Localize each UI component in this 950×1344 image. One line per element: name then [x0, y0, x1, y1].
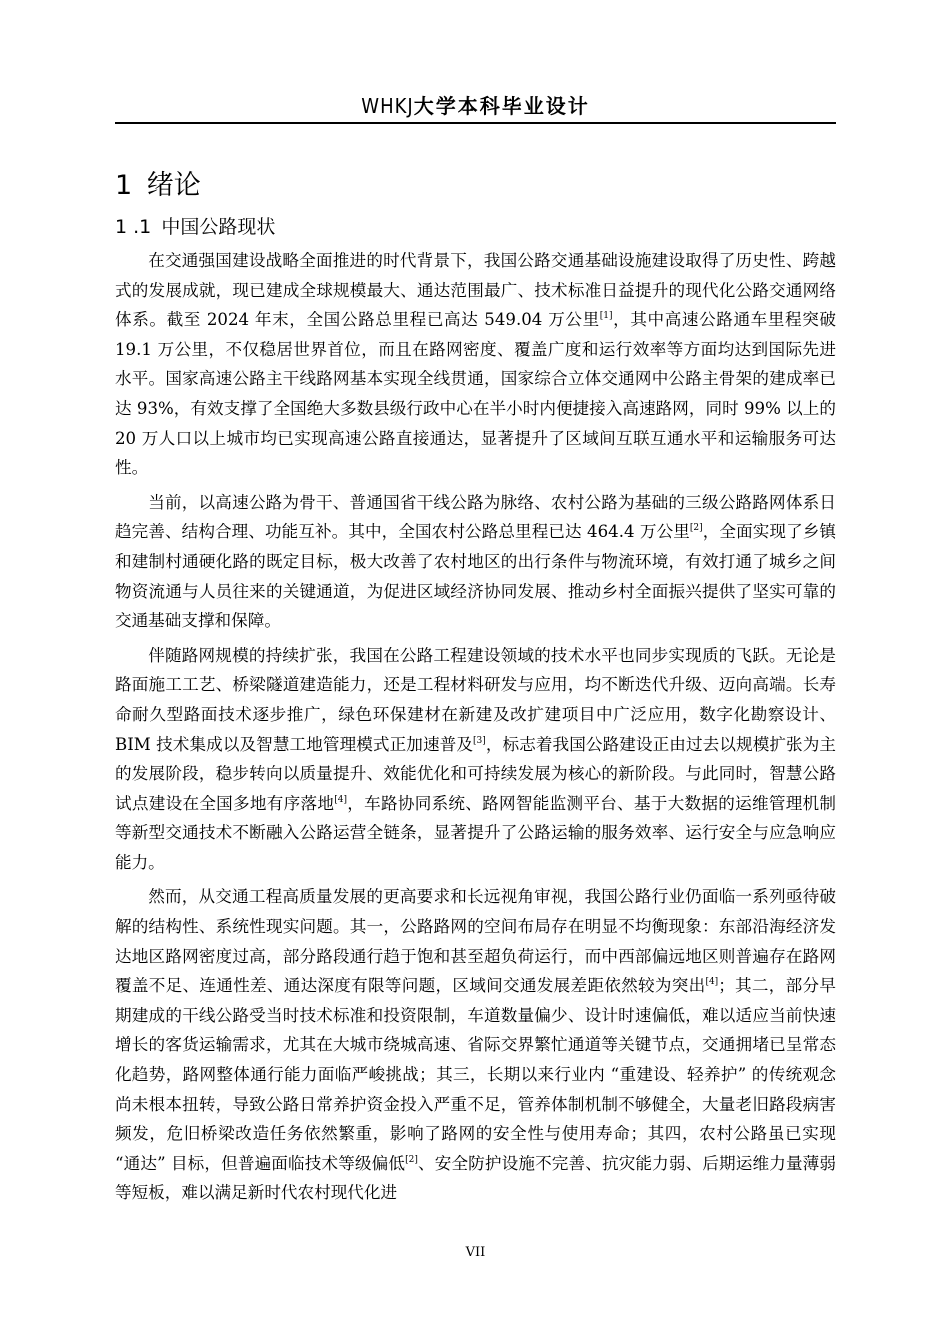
body-paragraph: [115, 882, 836, 1208]
citation-ref: [4]: [334, 794, 347, 805]
citation-ref: [2]: [405, 1154, 418, 1165]
page-number: VII: [465, 1245, 486, 1260]
paragraph-text: 然而，从交通工程高质量发展的更高要求和长远视角审视，我国公路行业仍面临一系列亟待破解的结构性、系统性现实问题。其一，公路路网的空间布局存在明显不均衡现象：东部沿海经济发达地区路网密度过高，部分路段通行趋于饱和甚至超负荷运行，而中西部偏远地区则普遍存在路网覆盖不足、连通性差、通达深度有限等问题，区域间交通发展差距依然较为突出: [115, 887, 836, 996]
header-title: 大学本科毕业设计: [413, 94, 590, 118]
paragraph-text: ，全面实现了乡镇和建制村通硬化路的既定目标，极大改善了农村地区的出行条件与物流环境，有效打通了城乡之间物资流通与人员往来的关键通道，为促进区域经济协同发展、推动乡村全面振兴提供了坚实可靠的交通基础支撑和保障。: [115, 522, 836, 631]
body-paragraph: [115, 246, 836, 483]
section-heading: [115, 212, 275, 242]
body-text: [115, 246, 836, 1213]
chapter-heading: [115, 166, 201, 206]
body-paragraph: [115, 641, 836, 878]
paragraph-text: 当前，以高速公路为骨干、普通国省干线公路为脉络、农村公路为基础的三级公路路网体系日趋完善、结构合理、功能互补。其中，全国农村公路总里程已达 464.4 万公里: [115, 492, 836, 542]
citation-ref: [1]: [599, 311, 613, 322]
citation-ref: [2]: [689, 523, 703, 534]
citation-ref: [4]: [705, 977, 719, 988]
paragraph-text: 在交通强国建设战略全面推进的时代背景下，我国公路交通基础设施建设取得了历史性、跨越式的发展成就，现已建成全球规模最大、通达范围最广、技术标准日益提升的现代化公路交通网络体系。截至 2024 年末，全国公路总里程已高达 549.04 万公里: [115, 251, 836, 330]
paragraph-text: 、安全防护设施不完善、抗灾能力弱、后期运维力量薄弱等短板，难以满足新时代农村现代化进: [115, 1153, 836, 1203]
paragraph-text: ，标志着我国公路建设正由过去以规模扩张为主的发展阶段，稳步转向以质量提升、效能优化和可持续发展为核心的新阶段。与此同时，智慧公路试点建设在全国多地有序落地: [115, 734, 837, 813]
body-paragraph: [115, 488, 836, 636]
chapter-number: 1: [115, 170, 133, 201]
header-school-abbrev: WHKJ: [361, 94, 414, 118]
paragraph-text: ，其中高速公路通车里程突破 19.1 万公里，不仅稳居世界首位，而且在路网密度、覆盖广度和运行效率等方面均达到国际先进水平。国家高速公路主干线路网基本实现全线贯通，国家综合立体交通网中公路主骨架的建成率已达 93%，有效支撑了全国绝大多数县级行政中心在半小时内便捷接入高速路网，同时 99% 以上的 20 万人口以上城市均已实现高速公路直接通达，显著提升了区域间互联互通水平和运输服务可达性。: [115, 310, 837, 478]
paragraph-text: ，车路协同系统、路网智能监测平台、基于大数据的运维管理机制等新型交通技术不断融入公路运营全链条，显著提升了公路运输的服务效率、运行安全与应急响应能力。: [115, 793, 837, 872]
paragraph-text: ；其二，部分早期建成的干线公路受当时技术标准和投资限制，车道数量偏少、设计时速偏低，难以适应当前快速增长的客货运输需求，尤其在大城市绕城高速、省际交界繁忙通道等关键节点，交通拥堵已呈常态化趋势，路网整体通行能力面临严峻挑战；其三，长期以来行业内 “重建设、轻养护” 的传统观念尚未根本扭转，导致公路日常养护资金投入严重不足，管养体制机制不够健全，大量老旧路段病害频发，危旧桥梁改造任务依然繁重，影响了路网的安全性与使用寿命；其四，农村公路虽已实现 “通达” 目标，但普遍面临技术等级偏低: [115, 976, 836, 1173]
header-rule: [115, 122, 836, 124]
section-number: 1 .1: [115, 216, 152, 238]
section-title: 中国公路现状: [161, 216, 276, 238]
page-header: [115, 90, 836, 122]
chapter-title: 绪论: [146, 170, 201, 201]
paragraph-text: 伴随路网规模的持续扩张，我国在公路工程建设领域的技术水平也同步实现质的飞跃。无论是路面施工工艺、桥梁隧道建造能力，还是工程材料研发与应用，均不断迭代升级、迈向高端。长寿命耐久型路面技术逐步推广，绿色环保建材在新建及改扩建项目中广泛应用，数字化勘察设计、BIM 技术集成以及智慧工地管理模式正加速普及: [115, 645, 836, 754]
citation-ref: [3]: [473, 735, 486, 746]
